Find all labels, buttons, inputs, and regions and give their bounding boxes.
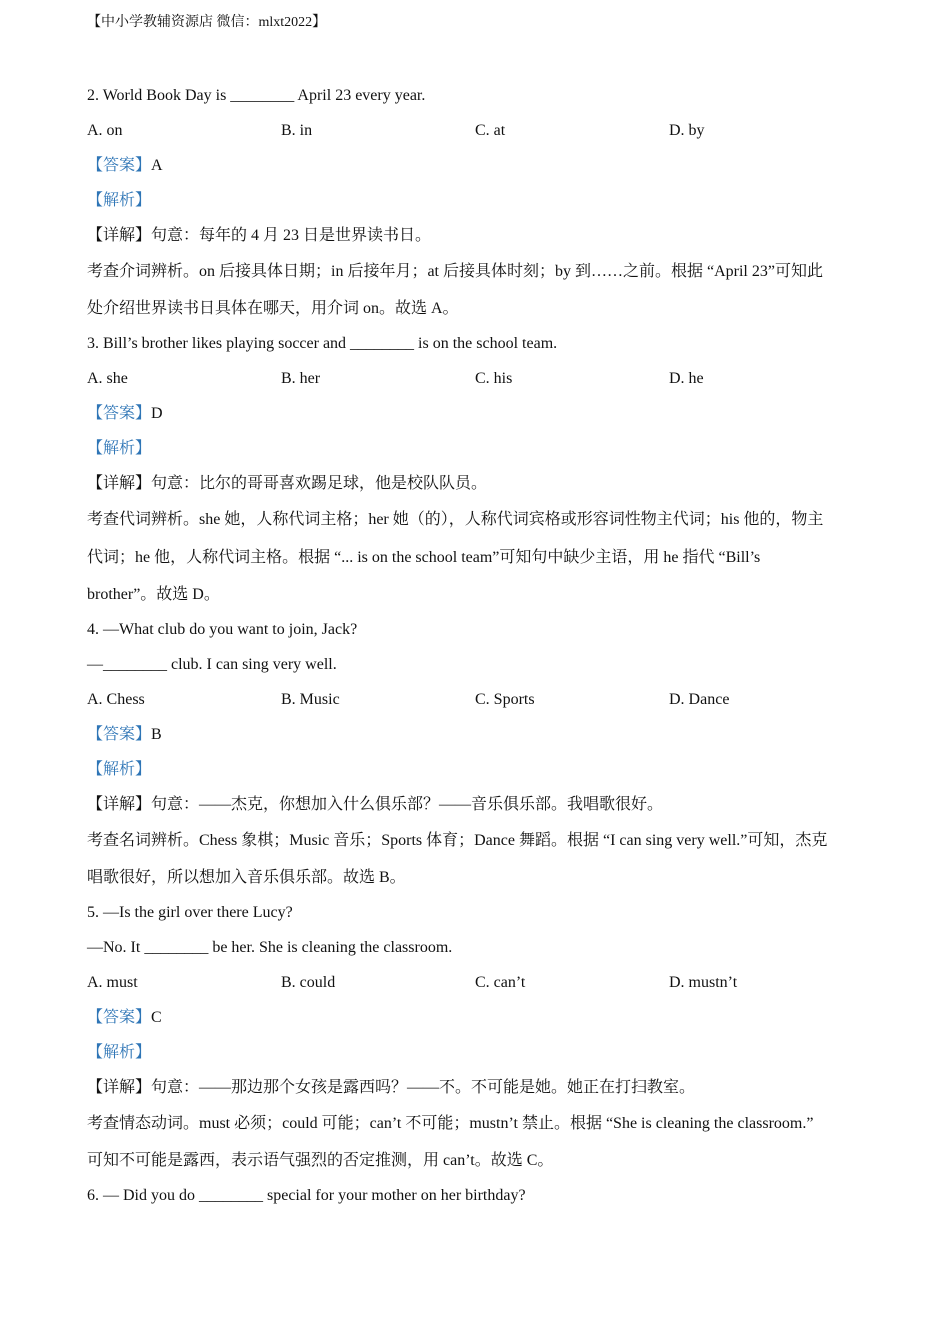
- detail-line: [87, 1070, 867, 1105]
- analysis-tag: 【解析】: [87, 1044, 152, 1061]
- question-block: [87, 326, 867, 612]
- option-row: [87, 965, 867, 1000]
- option-a: A. Chess: [87, 691, 145, 708]
- answer-line: [87, 396, 867, 431]
- option-d: D. he: [669, 370, 704, 387]
- option-a: A. on: [87, 122, 123, 139]
- answer-value: D: [151, 405, 163, 422]
- analysis-tag: 【解析】: [87, 192, 152, 209]
- option-c: C. can’t: [475, 974, 526, 991]
- option-row: [87, 361, 867, 396]
- explanation-line: 考查介词辨析。on 后接具体日期；in 后接年月；at 后接具体时刻；by 到……之前。根据 “April 23”可知此: [87, 263, 823, 280]
- detail-line: [87, 218, 867, 253]
- answer-line: [87, 148, 867, 183]
- option-c: C. Sports: [475, 691, 535, 708]
- answer-line: [87, 717, 867, 752]
- detail-tag: 【详解】: [87, 1079, 152, 1096]
- question-stem: —________ club. I can sing very well.: [87, 656, 337, 673]
- question-block: [87, 895, 867, 1178]
- explanation-line: 考查情态动词。must 必须；could 可能；can’t 不可能；mustn’t 禁止。根据 “She is cleaning the classroom.”: [87, 1115, 814, 1132]
- analysis-tag: 【解析】: [87, 440, 152, 457]
- option-c: C. his: [475, 370, 513, 387]
- option-a: A. must: [87, 974, 138, 991]
- detail-tag: 【详解】: [87, 475, 152, 492]
- question-block: [87, 612, 867, 895]
- page-header: 【中小学教辅资源店 微信：mlxt2022】: [87, 15, 327, 30]
- analysis-line: [87, 183, 867, 218]
- option-b: B. in: [281, 122, 313, 139]
- analysis-line: [87, 431, 867, 466]
- answer-line: [87, 1000, 867, 1035]
- explanation-line: 可知不可能是露西，表示语气强烈的否定推测，用 can’t。故选 C。: [87, 1152, 554, 1169]
- option-b: B. could: [281, 974, 336, 991]
- explanation-line: brother”。故选 D。: [87, 586, 220, 603]
- answer-value: A: [151, 157, 163, 174]
- answer-value: B: [151, 726, 162, 743]
- option-d: D. mustn’t: [669, 974, 738, 991]
- answer-tag: 【答案】: [87, 726, 152, 743]
- explanation-line: 考查代词辨析。she 她，人称代词主格；her 她（的），人称代词宾格或形容词性物主代词；his 他的，物主: [87, 511, 824, 528]
- document-body: [87, 78, 867, 1213]
- explanation-line: 唱歌很好，所以想加入音乐俱乐部。故选 B。: [87, 869, 406, 886]
- answer-tag: 【答案】: [87, 157, 152, 174]
- question-stem: 4. —What club do you want to join, Jack?: [87, 621, 358, 638]
- explanation-line: 代词；he 他，人称代词主格。根据 “... is on the school team”可知句中缺少主语，用 he 指代 “Bill’s: [87, 549, 761, 566]
- question-stem: 5. —Is the girl over there Lucy?: [87, 904, 293, 921]
- detail-text: 句意：每年的 4 月 23 日是世界读书日。: [151, 227, 432, 244]
- option-a: A. she: [87, 370, 128, 387]
- detail-tag: 【详解】: [87, 796, 152, 813]
- option-d: D. by: [669, 122, 705, 139]
- option-row: [87, 682, 867, 717]
- analysis-tag: 【解析】: [87, 761, 152, 778]
- answer-tag: 【答案】: [87, 405, 152, 422]
- detail-line: [87, 787, 867, 822]
- option-c: C. at: [475, 122, 506, 139]
- detail-text: 句意：——杰克，你想加入什么俱乐部？——音乐俱乐部。我唱歌很好。: [151, 796, 664, 813]
- explanation-line: 考查名词辨析。Chess 象棋；Music 音乐；Sports 体育；Dance 舞蹈。根据 “I can sing very well.”可知，杰克: [87, 832, 828, 849]
- option-d: D. Dance: [669, 691, 730, 708]
- detail-text: 句意：比尔的哥哥喜欢踢足球，他是校队队员。: [151, 475, 488, 492]
- option-row: [87, 113, 867, 148]
- answer-value: C: [151, 1009, 162, 1026]
- question-stem: —No. It ________ be her. She is cleaning the classroom.: [87, 939, 453, 956]
- analysis-line: [87, 1035, 867, 1070]
- detail-text: 句意：——那边那个女孩是露西吗？——不。不可能是她。她正在打扫教室。: [151, 1079, 696, 1096]
- option-b: B. Music: [281, 691, 340, 708]
- question-stem: 3. Bill’s brother likes playing soccer and ________ is on the school team.: [87, 335, 558, 352]
- answer-tag: 【答案】: [87, 1009, 152, 1026]
- question-stem: 6. — Did you do ________ special for your mother on her birthday?: [87, 1187, 526, 1204]
- question-stem: 2. World Book Day is ________ April 23 every year.: [87, 87, 426, 104]
- question-block: [87, 78, 867, 326]
- option-b: B. her: [281, 370, 321, 387]
- analysis-line: [87, 752, 867, 787]
- detail-line: [87, 466, 867, 501]
- detail-tag: 【详解】: [87, 227, 152, 244]
- explanation-line: 处介绍世界读书日具体在哪天，用介词 on。故选 A。: [87, 300, 459, 317]
